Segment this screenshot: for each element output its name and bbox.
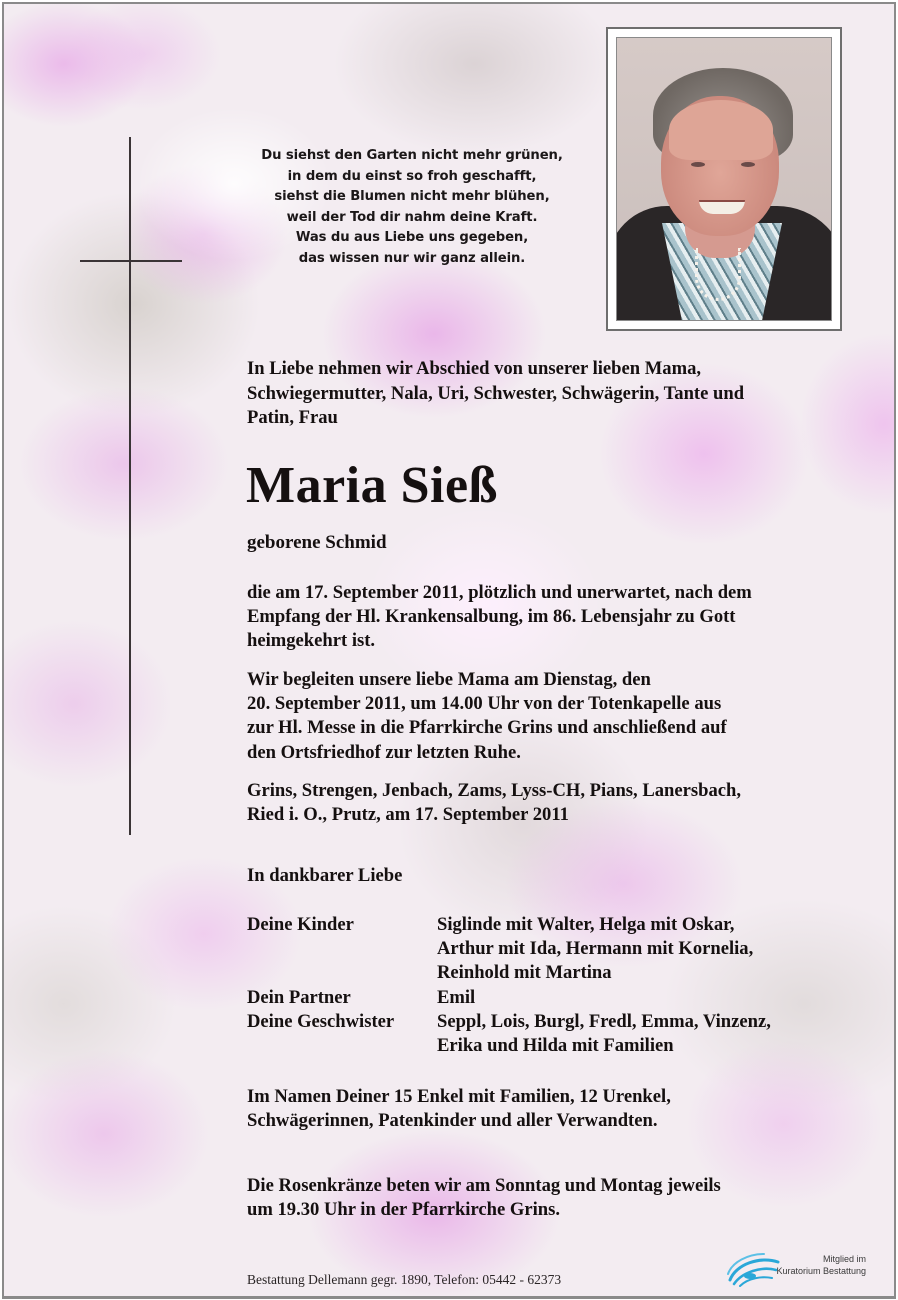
text-line: den Ortsfriedhof zur letzten Ruhe.: [247, 741, 521, 763]
text-line: 20. September 2011, um 14.00 Uhr von der Totenkapelle aus: [247, 693, 722, 715]
text-line: Schwägerinnen, Patenkinder und aller Verwandten.: [247, 1110, 658, 1132]
funeral-paragraph: [247, 668, 857, 765]
text-line: Arthur mit Ida, Hermann mit Kornelia,: [437, 938, 754, 960]
deceased-name: Maria Sieß: [246, 457, 498, 514]
intro-text: [247, 357, 857, 431]
birth-name: geborene Schmid: [247, 532, 387, 553]
text-line: Die Rosenkränze beten wir am Sonntag und Montag jeweils: [247, 1175, 721, 1196]
cross-icon-vertical: [129, 137, 131, 835]
kuratorium-logo: [726, 1250, 866, 1290]
family-row-siblings: [247, 1010, 867, 1058]
text-line: Empfang der Hl. Krankensalbung, im 86. Lebensjahr zu Gott: [247, 606, 736, 628]
text-line: zur Hl. Messe in die Pfarrkirche Grins und anschließend auf: [247, 717, 727, 739]
poem-line: siehst die Blumen nicht mehr blühen,: [274, 189, 550, 204]
text-line: Erika und Hilda mit Familien: [437, 1035, 674, 1057]
family-row-children: [247, 913, 867, 986]
poem-line: in dem du einst so froh geschafft,: [287, 168, 537, 184]
places-date-paragraph: [247, 779, 857, 827]
logo-text-line1: Mitglied im: [822, 1254, 866, 1264]
text-line: Siglinde mit Walter, Helga mit Oskar,: [437, 914, 735, 935]
undertaker-footer: Bestattung Dellemann gegr. 1890, Telefon: 05442 - 62373: [247, 1272, 562, 1287]
text-line: Emil: [437, 986, 476, 1008]
text-line: Im Namen Deiner 15 Enkel mit Familien, 12 Urenkel,: [247, 1086, 671, 1107]
rosary-paragraph: [247, 1174, 857, 1222]
intro-line: In Liebe nehmen wir Abschied von unserer lieben Mama,: [247, 358, 702, 379]
text-line: Ried i. O., Prutz, am 17. September 2011: [247, 804, 569, 826]
family-row-partner: [247, 986, 867, 1010]
family-value: [437, 913, 867, 986]
intro-line: Schwiegermutter, Nala, Uri, Schwester, Schwägerin, Tante und: [247, 382, 745, 404]
text-line: die am 17. September 2011, plötzlich und unerwartet, nach dem: [247, 582, 752, 603]
family-value: [437, 986, 867, 1010]
cross-icon-horizontal: [80, 260, 182, 262]
poem-line: weil der Tod dir nahm deine Kraft.: [286, 209, 538, 225]
poem-line: Du siehst den Garten nicht mehr grünen,: [261, 148, 563, 163]
poem-line: das wissen nur wir ganz allein.: [298, 250, 526, 266]
obituary-notice: [2, 2, 896, 1299]
text-line: heimgekehrt ist.: [247, 630, 376, 652]
death-notice-paragraph: [247, 581, 857, 654]
text-line: Wir begleiten unsere liebe Mama am Dienstag, den: [247, 669, 651, 690]
logo-text-line2: Kuratorium Bestattung: [776, 1266, 866, 1276]
intro-line: Patin, Frau: [247, 407, 338, 428]
text-line: Grins, Strengen, Jenbach, Zams, Lyss-CH, Pians, Lanersbach,: [247, 780, 742, 801]
family-label: Deine Geschwister: [247, 1010, 395, 1032]
portrait-photo: [616, 37, 832, 321]
text-line: um 19.30 Uhr in der Pfarrkirche Grins.: [247, 1199, 560, 1221]
relatives-paragraph: [247, 1085, 857, 1133]
text-line: Seppl, Lois, Burgl, Fredl, Emma, Vinzenz,: [437, 1010, 771, 1032]
thanks-heading: In dankbarer Liebe: [247, 865, 403, 886]
memorial-poem: [242, 146, 582, 269]
family-label: Dein Partner: [247, 986, 351, 1008]
photo-frame: [606, 27, 842, 331]
text-line: Reinhold mit Martina: [437, 962, 612, 984]
family-label: Deine Kinder: [247, 914, 354, 935]
family-list: [247, 913, 867, 1058]
family-value: [437, 1010, 867, 1058]
poem-line: Was du aus Liebe uns gegeben,: [295, 230, 529, 245]
